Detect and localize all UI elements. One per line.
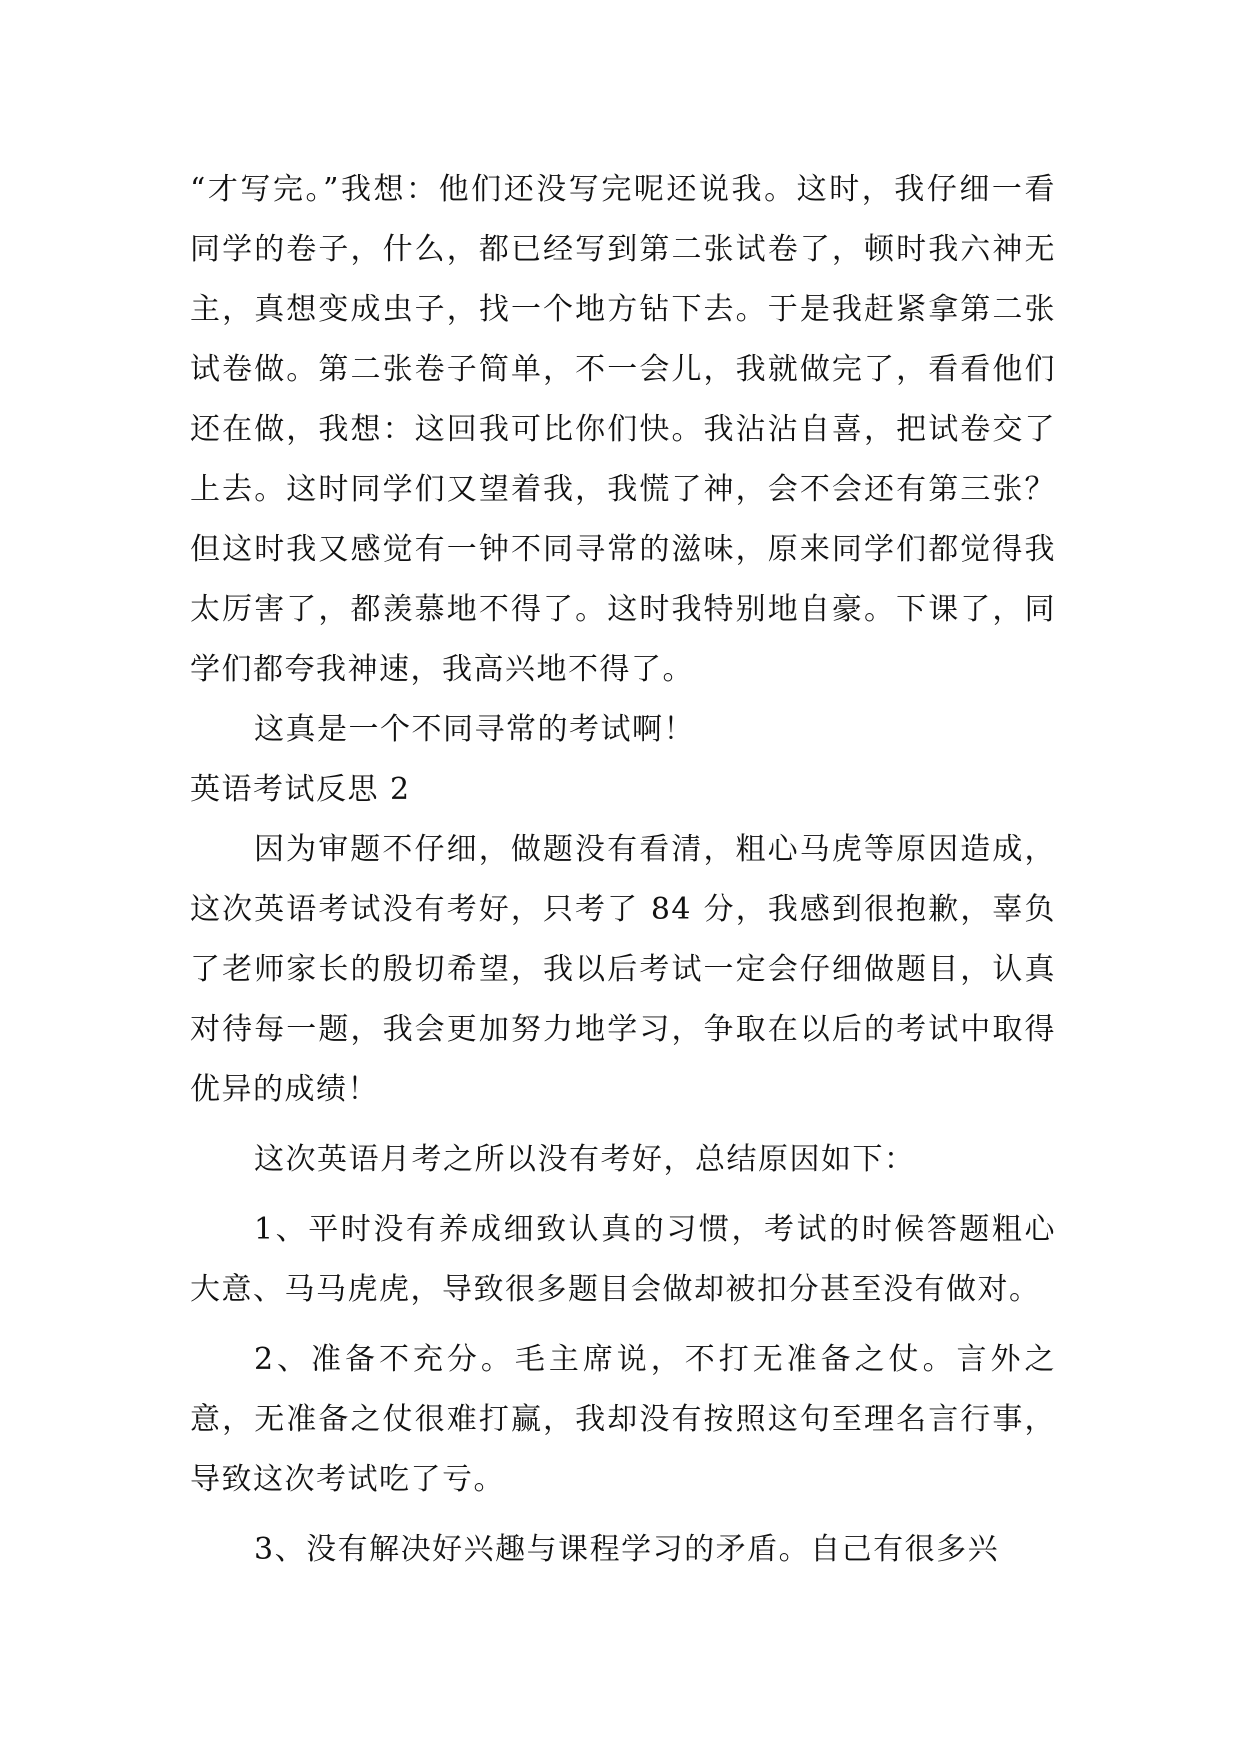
section-heading: 英语考试反思 2 bbox=[190, 772, 411, 807]
paragraph-reason-2: 2、准备不充分。毛主席说，不打无准备之仗。言外之意，无准备之仗很难打赢，我却没有按照这句至理名言行事，导致这次考试吃了亏。 bbox=[190, 1342, 1056, 1497]
paragraph-reason-1: 1、平时没有养成细致认真的习惯，考试的时候答题粗心大意、马马虎虎，导致很多题目会做却被扣分甚至没有做对。 bbox=[190, 1212, 1056, 1307]
paragraph-exam-story: “才写完。”我想：他们还没写完呢还说我。这时，我仔细一看同学的卷子，什么，都已经写到第二张试卷了，顿时我六神无主，真想变成虫子，找一个地方钻下去。于是我赶紧拿第二张试卷做。第二张卷子简单，不一会儿，我就做完了，看看他们还在做，我想：这回我可比你们快。我沾沾自喜，把试卷交了上去。这时同学们又望着我，我慌了神，会不会还有第三张？但这时我又感觉有一钟不同寻常的滋味，原来同学们都觉得我太厉害了，都羡慕地不得了。这时我特别地自豪。下课了，同学们都夸我神速，我高兴地不得了。 bbox=[190, 172, 1056, 687]
paragraph-reasons-lead: 这次英语月考之所以没有考好，总结原因如下： bbox=[254, 1142, 916, 1177]
document-body bbox=[190, 160, 1056, 1580]
paragraph-reason-3: 3、没有解决好兴趣与课程学习的矛盾。自己有很多兴 bbox=[254, 1532, 1000, 1567]
paragraph-reflection-intro: 因为审题不仔细，做题没有看清，粗心马虎等原因造成，这次英语考试没有考好，只考了 84 分，我感到很抱歉，辜负了老师家长的殷切希望，我以后考试一定会仔细做题目，认真对待每一题，我会更加努力地学习，争取在以后的考试中取得优异的成绩！ bbox=[190, 832, 1056, 1107]
paragraph-exam-conclusion: 这真是一个不同寻常的考试啊！ bbox=[254, 712, 695, 747]
